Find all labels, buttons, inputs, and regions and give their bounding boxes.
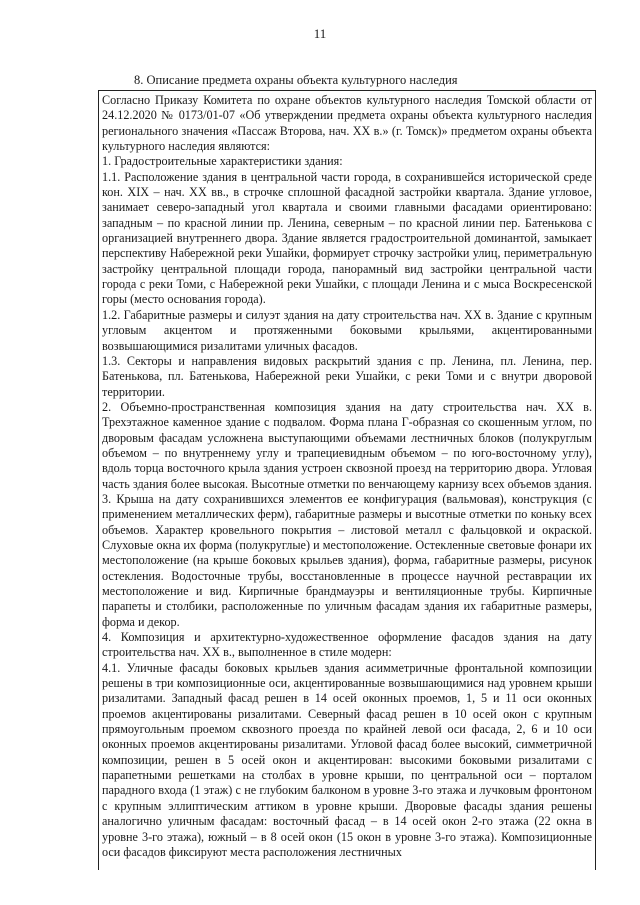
item-1-3-paragraph: 1.3. Секторы и направления видовых раскрытий здания с пр. Ленина, пл. Ленина, пер. Батенькова, пл. Батенькова, Набережной реки Ушайки, с реки Томи и с внутри дворовой территории. xyxy=(102,353,592,399)
item-4-heading: 4. Композиция и архитектурно-художественное оформление фасадов здания на дату строительства нач. XX в., выполненное в стиле модерн: xyxy=(102,630,592,660)
content-text xyxy=(99,91,595,860)
item-4-1-paragraph: 4.1. Уличные фасады боковых крыльев здания асимметричные фронтальной композиции решены в три композиционные оси, акцентированные возвышающимися над уровнем крыши ризалитами. Западный фасад решен в 14 осей оконных проемов, 1, 5 и 11 оси оконных проемов акцентированы ризалитами. Северный фасад решен в 10 осей окон с крупным прямоугольным проемом сквозного проезда по крайней левой оси фасада, 2, 6 и 10 оси оконных проемов акцентированы ризалитами. Угловой фасад более высокий, симметричной композиции, решен в 5 осей окон и акцентирован: высокими боковыми ризалитами с парапетными решетками на столбах в уровне крыши, по центральной оси – порталом парадного входа (1 этаж) с не глубоким балконом в уровне 3-го этажа и лучковым фронтоном с крупным эллиптическим аттиком в уровне крыши. Дворовые фасады здания решены аналогично уличным фасадам: восточный фасад – в 14 осей окон 2-го этажа (22 окна в уровне 3-го этажа), южный – в 8 осей окон (15 окон в уровне 3-го этажа). Композиционные оси фасадов фиксируют места расположения лестничных xyxy=(102,660,592,859)
item-1-2-paragraph: 1.2. Габаритные размеры и силуэт здания на дату строительства нач. XX в. Здание с крупным угловым акцентом и протяженными боковыми крыльями, акцентированными возвышающимися ризалитами уличных фасадов. xyxy=(102,307,592,353)
section-heading: 8. Описание предмета охраны объекта культурного наследия xyxy=(134,73,458,87)
page-number: 11 xyxy=(313,26,327,41)
item-2-paragraph: 2. Объемно-пространственная композиция здания на дату строительства нач. XX в. Трехэтажное каменное здание с подвалом. Форма плана Г-образная со скошенным углом, по дворовым фасадам усложнена выступающими объемами лестничных блоков (полукруглым объемом – по внутреннему углу и трапециевидным объемом – по юго-восточному углу), вдоль торца восточного крыла здания устроен сквозной проезд на территорию двора. Угловая часть здания более высокая. Высотные отметки по венчающему карнизу всех объемов здания. xyxy=(102,399,592,491)
item-1-1-paragraph: 1.1. Расположение здания в центральной части города, в сохранившейся исторической среде кон. XIX – нач. XX вв., в строчке сплошной фасадной застройки квартала. Здание угловое, занимает северо-западный угол квартала и своими главными фасадами ориентировано: западным – по красной линии пр. Ленина, северным – по красной линии пер. Батенькова с организацией внутреннего двора. Здание является градостроительной доминантой, замыкает перспективу Набережной реки Ушайки, формирует строчку застройки улиц, периметральную застройку центральной площади города, панорамный вид застройки центральной части города с реки Томи, с Набережной реки Ушайки, с площади Ленина и с мыса Воскресенской горы (место основания города). xyxy=(102,169,592,307)
item-1-heading: 1. Градостроительные характеристики здания: xyxy=(102,154,343,169)
intro-paragraph: Согласно Приказу Комитета по охране объектов культурного наследия Томской области от 24.12.2020 № 0173/01-07 «Об утверждении предмета охраны объекта культурного наследия регионального значения «Пассаж Второва, нач. XX в.» (г. Томск)» предметом охраны объекта культурного наследия являются: xyxy=(102,93,592,154)
content-box xyxy=(98,90,596,870)
item-3-paragraph: 3. Крыша на дату сохранившихся элементов ее конфигурация (вальмовая), конструкция (с применением металлических ферм), габаритные размеры и высотные отметки по коньку всех объемов. Характер кровельного покрытия – листовой металл с фальцовкой и окраской. Слуховые окна их форма (полукруглые) и местоположение. Остекленные световые фонари их местоположение (на крыше боковых крыльев здания), форма, габаритные размеры, рисунок остекления. Водосточные трубы, восстановленные в процессе научной реставрации их местоположение и вид. Кирпичные брандмауэры и вентиляционные трубы. Кирпичные парапеты и столбики, расположенные по уличным фасадам здания их габаритные размеры, форма и декор. xyxy=(102,491,592,629)
